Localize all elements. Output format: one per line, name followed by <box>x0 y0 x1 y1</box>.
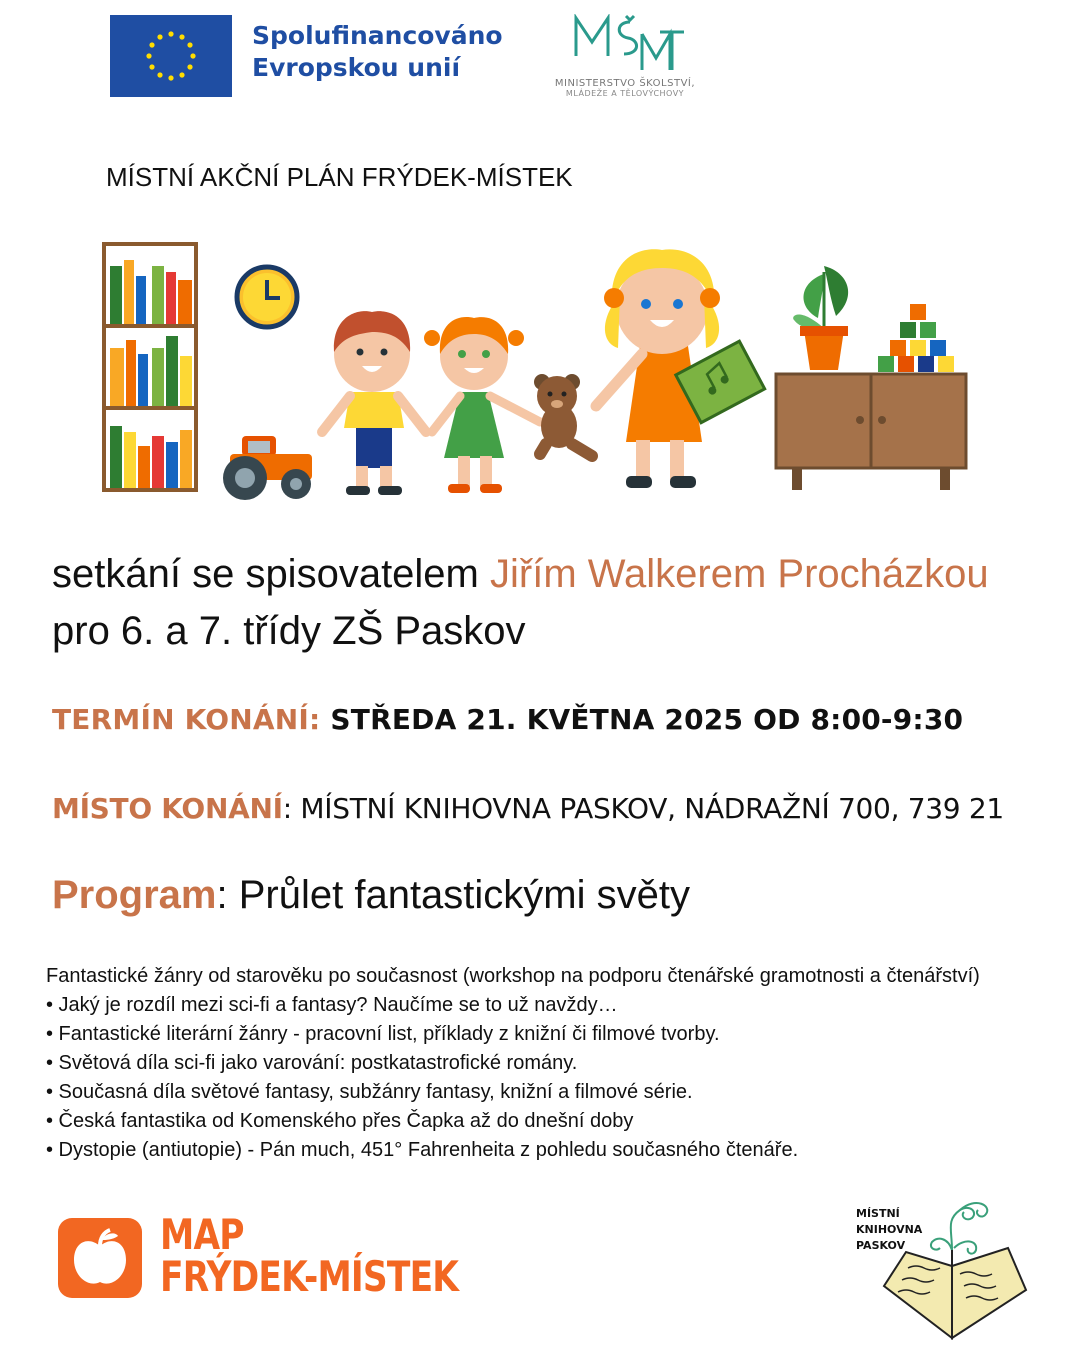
date-label: TERMÍN KONÁNÍ: <box>52 703 321 736</box>
toy-tractor-illustration <box>223 436 312 500</box>
library-line-3: PASKOV <box>856 1239 906 1252</box>
author-name: Jiřím Walkerem Procházkou <box>490 552 989 596</box>
description-intro: Fantastické žánry od starověku po současnost (workshop na podporu čtenářské gramotnosti a čtenářství) <box>46 965 980 987</box>
msmt-name-2: MLÁDEŽE A TĚLOVÝCHOVY <box>565 89 685 98</box>
page-heading: MÍSTNÍ AKČNÍ PLÁN FRÝDEK-MÍSTEK <box>106 162 573 192</box>
list-item: • Jaký je rozdíl mezi sci-fi a fantasy? Naučíme se to už navždy… <box>46 994 618 1016</box>
map-logo-line-1: MAP <box>160 1210 244 1259</box>
bookshelf-illustration <box>104 244 196 490</box>
list-item: • Fantastické literární žánry - pracovní list, příklady z knižní či filmové tvorby. <box>46 1023 720 1045</box>
library-line-1: MÍSTNÍ <box>856 1207 900 1220</box>
program-items <box>46 991 1066 1165</box>
date-value: STŘEDA 21. KVĚTNA 2025 OD 8:00-9:30 <box>330 703 964 736</box>
msmt-logo <box>530 14 720 99</box>
map-logo-line-2: FRÝDEK-MÍSTEK <box>160 1252 459 1301</box>
list-item: • Světová díla sci-fi jako varování: postkatastrofické romány. <box>46 1052 578 1074</box>
girl-illustration <box>424 317 540 493</box>
children-illustration <box>100 236 980 506</box>
headline-prefix: setkání se spisovatelem <box>52 552 490 596</box>
map-logo-icon <box>58 1218 142 1298</box>
program-value: : Průlet fantastickými světy <box>216 873 690 917</box>
headline-line-2: pro 6. a 7. třídy ZŠ Paskov <box>52 609 526 653</box>
headline-line-1 <box>52 546 1062 603</box>
eu-cofunding-text <box>252 20 512 84</box>
msmt-name: MINISTERSTVO ŠKOLSTVÍ, <box>554 78 696 89</box>
cabinet-illustration <box>776 266 966 490</box>
map-logo-text <box>160 1210 459 1301</box>
boy-illustration <box>322 311 426 495</box>
list-item: • Současná díla světové fantasy, subžánry fantasy, knižní a filmové série. <box>46 1081 693 1103</box>
program-description <box>46 962 1066 1165</box>
program-label: Program <box>52 873 217 917</box>
program-row <box>52 873 690 918</box>
event-date-row <box>52 703 963 736</box>
eu-text-line-2: Evropskou unií <box>252 53 461 82</box>
older-girl-illustration <box>596 249 765 488</box>
msmt-mark <box>530 14 720 74</box>
list-item: • Dystopie (antiutopie) - Pán much, 451° Fahrenheita z pohledu současného čtenáře. <box>46 1139 799 1161</box>
library-line-2: KNIHOVNA <box>856 1223 923 1236</box>
event-place-row <box>52 792 1004 825</box>
eu-text-line-1: Spolufinancováno <box>252 21 503 50</box>
event-headline <box>52 546 1062 660</box>
clock-icon <box>237 267 297 327</box>
teddy-bear-illustration <box>534 374 592 456</box>
library-logo-text <box>856 1206 922 1254</box>
place-value: : MÍSTNÍ KNIHOVNA PASKOV, NÁDRAŽNÍ 700, 739 21 <box>282 792 1004 825</box>
list-item: • Česká fantastika od Komenského přes Čapka až do dnešní doby <box>46 1110 634 1132</box>
eu-flag-logo <box>110 15 232 97</box>
place-label: MÍSTO KONÁNÍ <box>52 792 283 825</box>
